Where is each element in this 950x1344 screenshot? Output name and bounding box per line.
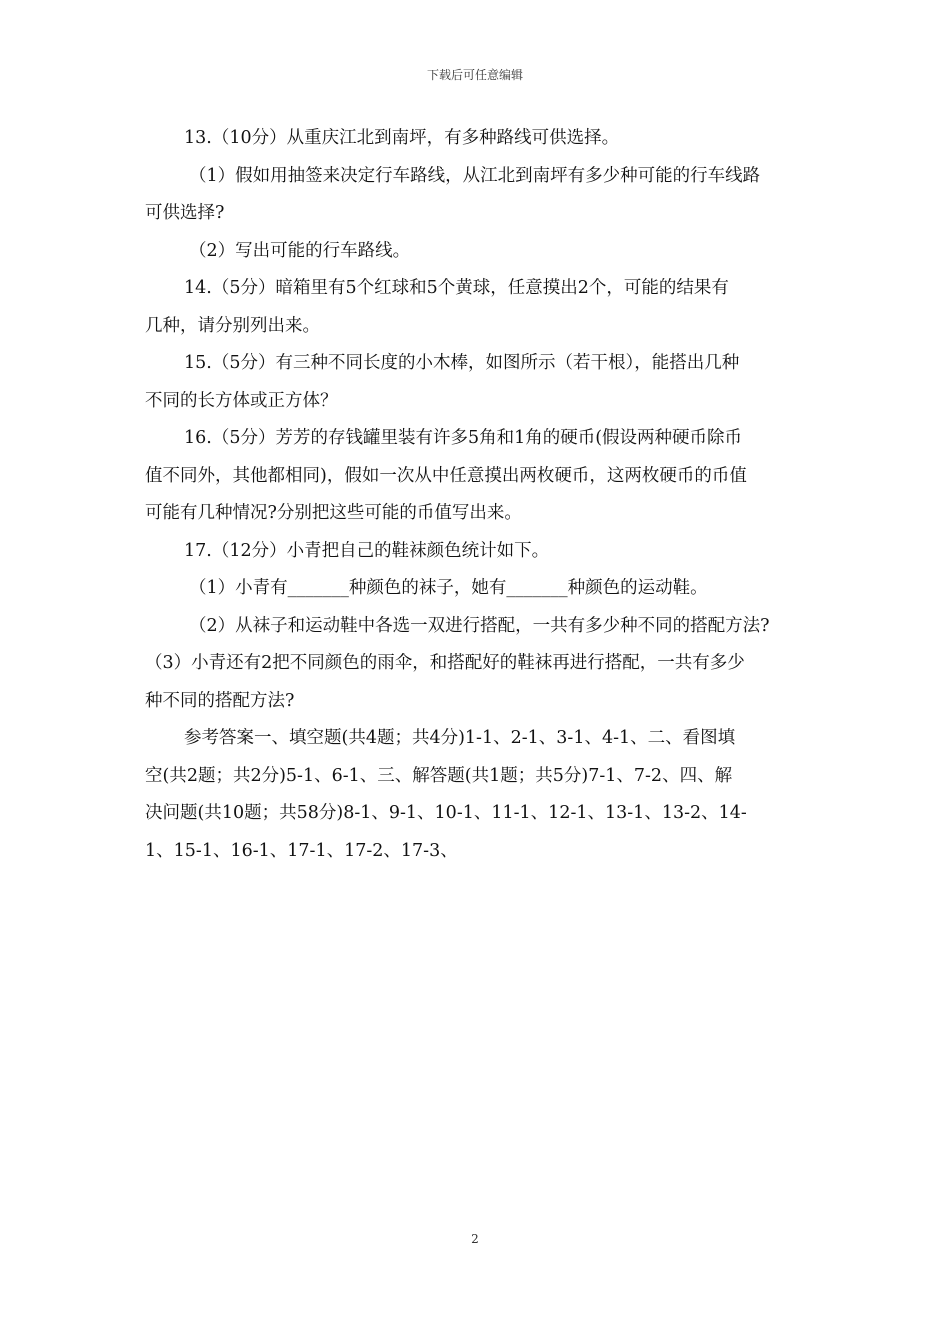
page-number: 2 <box>471 1232 479 1246</box>
text-line: （2）从袜子和运动鞋中各选一双进行搭配，一共有多少种不同的搭配方法? <box>189 615 770 636</box>
text-line: 可能有几种情况?分别把这些可能的币值写出来。 <box>145 503 522 523</box>
text-line: （2）写出可能的行车路线。 <box>189 240 411 261</box>
text-line: 15.（5分）有三种不同长度的小木棒，如图所示（若干根），能搭出几种 <box>184 353 740 373</box>
document-body <box>145 120 815 870</box>
text-line: （3）小青还有2把不同颜色的雨伞，和搭配好的鞋袜再进行搭配，一共有多少 <box>145 653 745 673</box>
text-line: 可供选择? <box>145 203 225 223</box>
text-line: （1）假如用抽签来决定行车路线，从江北到南坪有多少种可能的行车线路 <box>189 165 761 186</box>
text-line: 16.（5分）芳芳的存钱罐里装有许多5角和1角的硬币(假设两种硬币除币 <box>184 428 743 448</box>
text-line: 种不同的搭配方法? <box>145 690 295 711</box>
text-line: 不同的长方体或正方体？ <box>145 390 338 411</box>
text-line: 14.（5分）暗箱里有5个红球和5个黄球，任意摸出2个，可能的结果有 <box>184 278 729 298</box>
text-line: 空(共2题；共2分)5-1、6-1、三、解答题(共1题；共5分)7-1、7-2、四、解 <box>145 765 733 786</box>
text-line: 值不同外，其他都相同)，假如一次从中任意摸出两枚硬币，这两枚硬币的币值 <box>145 465 747 486</box>
page-header: 下载后可任意编辑 <box>426 68 523 82</box>
text-line: 17.（12分）小青把自己的鞋袜颜色统计如下。 <box>184 540 550 561</box>
text-line: 13.（10分）从重庆江北到南坪，有多种路线可供选择。 <box>184 128 620 148</box>
text-line: 决问题(共10题；共58分)8-1、9-1、10-1、11-1、12-1、13-1、13-2、14- <box>145 803 747 823</box>
text-line: （1）小青有_______种颜色的袜子，她有_______种颜色的运动鞋。 <box>189 578 708 598</box>
text-line: 参考答案一、填空题(共4题；共4分)1-1、2-1、3-1、4-1、二、看图填 <box>184 728 736 748</box>
text-line: 几种，请分别列出来。 <box>145 315 320 336</box>
text-line: 1、15-1、16-1、17-1、17-2、17-3、 <box>145 840 458 861</box>
